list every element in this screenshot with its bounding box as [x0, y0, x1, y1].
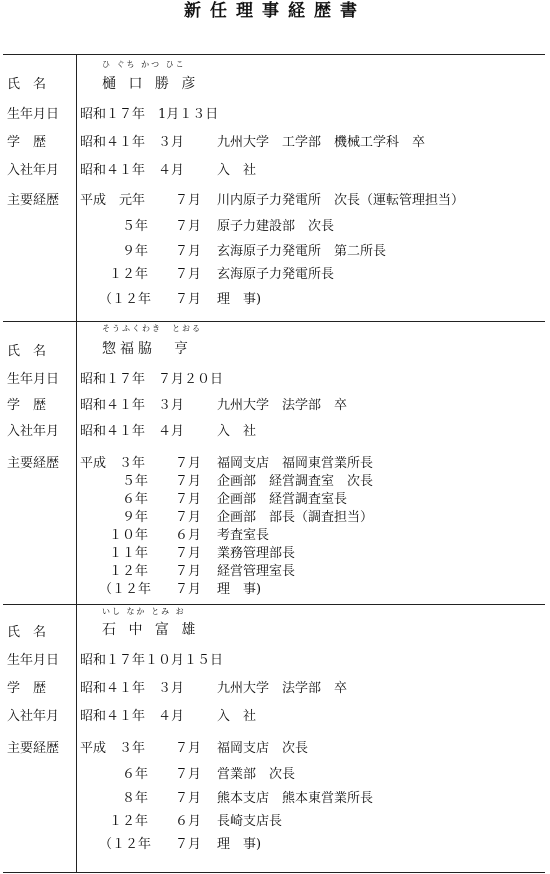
name-furigana: いし なか とみ お [102, 607, 186, 616]
career-year: ５年 [122, 219, 149, 234]
person-name: 惣福脇 亨 [102, 341, 192, 357]
career-year: 平成 ３年 [80, 456, 146, 471]
person-block [3, 55, 545, 322]
education-date: 昭和４１年 ３月 [80, 681, 185, 696]
career-year: （１２年 [99, 837, 152, 852]
label-column [3, 322, 77, 605]
career-month: ７月 [175, 546, 202, 561]
career-year: １２年 [109, 564, 149, 579]
career-desc: 企画部 部長（調査担当） [217, 510, 374, 525]
label-joined: 入社年月 [7, 424, 60, 439]
career-month: ７月 [175, 492, 202, 507]
career-month: ７月 [175, 767, 202, 782]
person-name: 石 中 富 雄 [102, 622, 200, 638]
profile-table [3, 54, 545, 873]
career-desc: 理 事) [217, 292, 262, 307]
career-desc: 福岡支店 福岡東営業所長 [217, 456, 374, 471]
career-year: 平成 ３年 [80, 741, 146, 756]
career-year: ９年 [122, 244, 149, 259]
label-name: 氏 名 [7, 625, 47, 640]
education-date: 昭和４１年 ３月 [80, 135, 185, 150]
education-school: 九州大学 法学部 卒 [217, 398, 348, 413]
education-date: 昭和４１年 ３月 [80, 398, 185, 413]
label-name: 氏 名 [7, 77, 47, 92]
career-year: １０年 [109, 528, 149, 543]
label-column [3, 605, 77, 873]
career-year: ６年 [122, 492, 149, 507]
joined-date: 昭和４１年 ４月 [80, 424, 185, 439]
career-month: ７月 [175, 582, 202, 597]
career-month: ６月 [175, 814, 202, 829]
career-desc: 福岡支店 次長 [217, 741, 309, 756]
career-desc: 考査室長 [217, 528, 270, 543]
career-month: ７月 [175, 219, 202, 234]
career-month: ７月 [175, 837, 202, 852]
career-desc: 経営管理室長 [217, 564, 296, 579]
birth-date: 昭和１７年１０月１５日 [80, 653, 224, 668]
birth-date: 昭和１７年 ７月２０日 [80, 372, 224, 387]
joined-text: 入 社 [217, 709, 257, 724]
career-year: ６年 [122, 767, 149, 782]
value-column [77, 605, 546, 873]
career-desc: 長崎支店長 [217, 814, 283, 829]
career-month: ７月 [175, 267, 202, 282]
label-birth: 生年月日 [7, 372, 60, 387]
joined-date: 昭和４１年 ４月 [80, 163, 185, 178]
label-education: 学 歴 [7, 398, 47, 413]
label-joined: 入社年月 [7, 709, 60, 724]
career-year: （１２年 [99, 582, 152, 597]
career-year: （１２年 [99, 292, 152, 307]
career-year: １２年 [109, 267, 149, 282]
career-month: ７月 [175, 791, 202, 806]
career-month: ７月 [175, 244, 202, 259]
label-birth: 生年月日 [7, 107, 60, 122]
value-column [77, 322, 546, 605]
birth-date: 昭和１７年 1月１３日 [80, 107, 219, 122]
career-month: ７月 [175, 456, 202, 471]
name-furigana: そうふくわき とおる [102, 324, 202, 333]
career-desc: 業務管理部長 [217, 546, 296, 561]
education-school: 九州大学 法学部 卒 [217, 681, 348, 696]
career-month: ７月 [175, 474, 202, 489]
career-desc: 理 事) [217, 837, 262, 852]
career-desc: 営業部 次長 [217, 767, 296, 782]
joined-text: 入 社 [217, 424, 257, 439]
label-career: 主要経歴 [7, 741, 60, 756]
name-furigana: ひ ぐち かつ ひこ [102, 60, 186, 69]
label-birth: 生年月日 [7, 653, 60, 668]
career-month: ７月 [175, 741, 202, 756]
career-desc: 熊本支店 熊本東営業所長 [217, 791, 374, 806]
career-year: １２年 [109, 814, 149, 829]
career-month: ６月 [175, 528, 202, 543]
label-column [3, 55, 77, 322]
career-month: ７月 [175, 564, 202, 579]
career-year: 平成 元年 [80, 193, 146, 208]
career-month: ７月 [175, 510, 202, 525]
person-name: 樋 口 勝 彦 [102, 76, 200, 92]
career-desc: 原子力建設部 次長 [217, 219, 335, 234]
career-month: ７月 [175, 193, 202, 208]
label-career: 主要経歴 [7, 456, 60, 471]
career-desc: 理 事) [217, 582, 262, 597]
person-block [3, 322, 545, 605]
label-name: 氏 名 [7, 344, 47, 359]
label-joined: 入社年月 [7, 163, 60, 178]
document-title: 新任理事経歴書 [184, 1, 366, 21]
career-year: ５年 [122, 474, 149, 489]
label-education: 学 歴 [7, 135, 47, 150]
career-desc: 企画部 経営調査室長 [217, 492, 348, 507]
career-month: ７月 [175, 292, 202, 307]
label-education: 学 歴 [7, 681, 47, 696]
joined-date: 昭和４１年 ４月 [80, 709, 185, 724]
career-desc: 企画部 経営調査室 次長 [217, 474, 374, 489]
career-desc: 玄海原子力発電所長 [217, 267, 335, 282]
career-year: １１年 [109, 546, 149, 561]
career-desc: 川内原子力発電所 次長（運転管理担当） [217, 193, 465, 208]
label-career: 主要経歴 [7, 193, 60, 208]
career-year: ８年 [122, 791, 149, 806]
career-desc: 玄海原子力発電所 第二所長 [217, 244, 387, 259]
person-block [3, 605, 545, 873]
career-year: ９年 [122, 510, 149, 525]
value-column [77, 55, 546, 322]
education-school: 九州大学 工学部 機械工学科 卒 [217, 135, 426, 150]
joined-text: 入 社 [217, 163, 257, 178]
